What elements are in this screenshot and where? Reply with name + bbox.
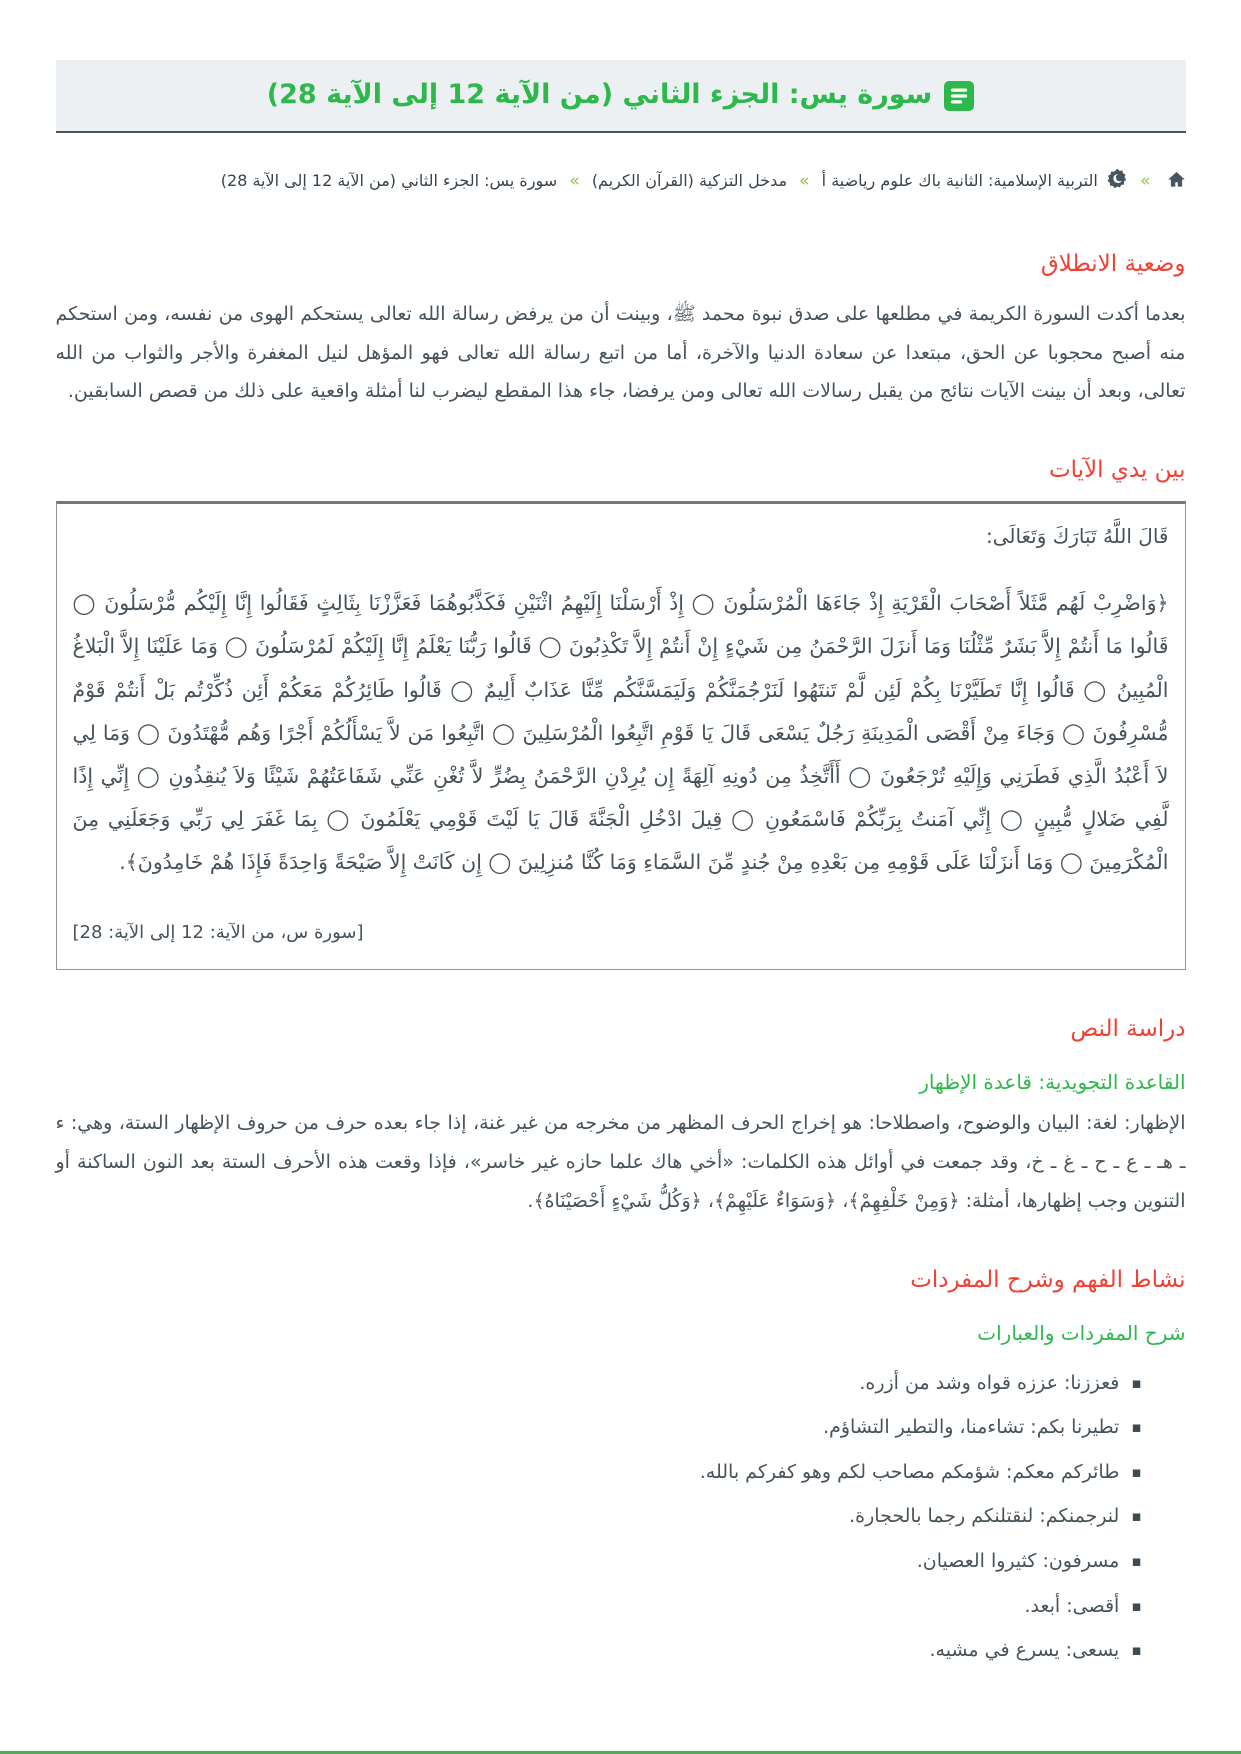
heading-intro: وضعية الانطلاق [1040, 250, 1186, 277]
vocab-item: ▪ مسرفون: كثيروا العصيان. [56, 1549, 1142, 1575]
vocab-item: ▪ فعززنا: عززه قواه وشد من أزره. [56, 1371, 1142, 1397]
vocab-item: ▪ أقصى: أبعد. [56, 1594, 1142, 1620]
vocab-list [56, 1371, 1186, 1664]
heading-verses: بين يدي الآيات [1048, 457, 1186, 484]
breadcrumb [56, 159, 1186, 205]
breadcrumb-separator: » [1140, 171, 1151, 191]
subheading-vocab: شرح المفردات والعبارات [977, 1320, 1186, 1345]
lesson-list-icon [944, 81, 974, 111]
heading-study: دراسة النص [1070, 1015, 1186, 1042]
crescent-icon [1107, 163, 1128, 205]
vocab-item: ▪ يسعى: يسرع في مشيه. [56, 1638, 1142, 1664]
subheading-tajwid-rule: القاعدة التجويدية: قاعدة الإظهار [919, 1069, 1186, 1094]
page-title: سورة يس: الجزء الثاني (من الآية 12 إلى الآية 28) [266, 79, 933, 111]
home-icon[interactable] [1167, 163, 1186, 205]
quran-text: ﴿وَاضْرِبْ لَهُم مَّثَلاً أَصْحَابَ الْقَرْيَةِ إِذْ جَاءَهَا الْمُرْسَلُونَ ◯ إِذْ أَرْسَلْنَا إِلَيْهِمُ اثْنَيْنِ فَكَذَّبُوهُمَا فَعَزَّزْنَا بِثَالِثٍ فَقَالُوا إِنَّا إِلَيْكُم مُّرْسَلُونَ ◯ قَالُوا مَا أَنتُمْ إِلاَّ بَشَرٌ مِّثْلُنَا وَمَا أَنزَلَ الرَّحْمَنُ مِن شَيْءٍ إِنْ أَنتُمْ إِلاَّ تَكْذِبُونَ ◯ قَالُوا رَبُّنَا يَعْلَمُ إِنَّا إِلَيْكُمْ لَمُرْسَلُونَ ◯ وَمَا عَلَيْنَا إِلاَّ الْبَلاغُ الْمُبِينُ ◯ قَالُوا إِنَّا تَطَيَّرْنَا بِكُمْ لَئِن لَّمْ تَنتَهُوا لَنَرْجُمَنَّكُمْ وَلَيَمَسَّنَّكُم مِّنَّا عَذَابٌ أَلِيمٌ ◯ قَالُوا طَائِرُكُمْ مَعَكُمْ أَئِن ذُكِّرْتُم بَلْ أَنتُمْ قَوْمٌ مُّسْرِفُونَ ◯ وَجَاءَ مِنْ أَقْصَى الْمَدِينَةِ رَجُلٌ يَسْعَى قَالَ يَا قَوْمِ اتَّبِعُوا الْمُرْسَلِينَ ◯ اتَّبِعُوا مَن لاَّ يَسْأَلُكُمْ أَجْرًا وَهُم مُّهْتَدُونَ ◯ وَمَا لِي لاَ أَعْبُدُ الَّذِي فَطَرَنِي وَإِلَيْهِ تُرْجَعُونَ ◯ أَأَتَّخِذُ مِن دُونِهِ آلِهَةً إِن يُرِدْنِ الرَّحْمَنُ بِضُرٍّ لاَّ تُغْنِ عَنِّي شَفَاعَتُهُمْ شَيْئًا وَلاَ يُنقِذُونِ ◯ إِنِّي إِذًا لَّفِي ضَلالٍ مُّبِينٍ ◯ إِنِّي آمَنتُ بِرَبِّكُمْ فَاسْمَعُونِ ◯ قِيلَ ادْخُلِ الْجَنَّةَ قَالَ يَا لَيْتَ قَوْمِي يَعْلَمُونَ ◯ بِمَا غَفَرَ لِي رَبِّي وَجَعَلَنِي مِنَ الْمُكْرَمِينَ ◯ وَمَا أَنزَلْنَا عَلَى قَوْمِهِ مِن بَعْدِهِ مِنْ جُندٍ مِّنَ السَّمَاءِ وَمَا كُنَّا مُنزِلِينَ ◯ إِن كَانَتْ إِلاَّ صَيْحَةً وَاحِدَةً فَإِذَا هُمْ خَامِدُونَ﴾. [72, 591, 1169, 874]
vocab-item: ▪ لنرجمنكم: لنقتلنكم رجما بالحجارة. [56, 1504, 1142, 1530]
tajwid-paragraph: الإظهار: لغة: البيان والوضوح، واصطلاحا: هو إخراج الحرف المظهر من مخرجه من غير غنة، إذا جاء بعده حرف من حروف الإظهار الستة، وهي: ء ـ هـ ـ ع ـ ح ـ غ ـ خ، وقد جمعت في أوائل هذه الكلمات: «أخي هاك علما حازه غير خاسر»، فإذا وقعت هذه الأحرف الستة بعد النون الساكنة أو التنوين وجب إظهارها، أمثلة: ﴿وَمِنْ خَلْفِهِمْ﴾، ﴿وَسَوَاءٌ عَلَيْهِمْ﴾، ﴿وَكُلُّ شَيْءٍ أَحْصَيْنَاهُ﴾. [55, 1111, 1186, 1212]
heading-vocab: نشاط الفهم وشرح المفردات [910, 1266, 1186, 1293]
content-container [56, 0, 1186, 1664]
breadcrumb-separator: » [799, 171, 810, 191]
breadcrumb-item-subject[interactable]: التربية الإسلامية: الثانية باك علوم رياضية أ [821, 171, 1098, 190]
breadcrumb-item-lesson[interactable]: سورة يس: الجزء الثاني (من الآية 12 إلى الآية 28) [220, 171, 558, 190]
quran-verse-box [56, 501, 1186, 969]
vocab-item: ▪ طائركم معكم: شؤمكم مصاحب لكم وهو كفركم بالله. [56, 1460, 1142, 1486]
breadcrumb-separator: » [569, 171, 580, 191]
breadcrumb-item-unit[interactable]: مدخل التزكية (القرآن الكريم) [591, 171, 788, 190]
verse-reference: [سورة س، من الآية: 12 إلى الآية: 28] [72, 921, 364, 943]
lesson-header-band [56, 60, 1186, 133]
verse-lead: قَالَ اللَّهُ تَبَارَكَ وَتَعَالَى: [985, 524, 1169, 549]
intro-paragraph: بعدما أكدت السورة الكريمة في مطلعها على صدق نبوة محمد ﷺ، وبينت أن من يرفض رسالة الله تعالى يستحكم الهوى من نفسه، ومن استحكم منه أصبح محجوبا عن الحق، مبتعدا عن سعادة الدنيا والآخرة، أما من اتبع رسالة الله تعالى فهو المؤهل لنيل المغفرة والأجر والثواب من الله تعالى، وبعد أن بينت الآيات نتائج من يقبل رسالات الله تعالى ومن يرفضا، جاء هذا المقطع ليضرب لنا أمثلة واقعية على ذلك من قصص السابقين. [55, 302, 1186, 403]
vocab-item: ▪ تطيرنا بكم: تشاءمنا، والتطير التشاؤم. [56, 1415, 1142, 1441]
